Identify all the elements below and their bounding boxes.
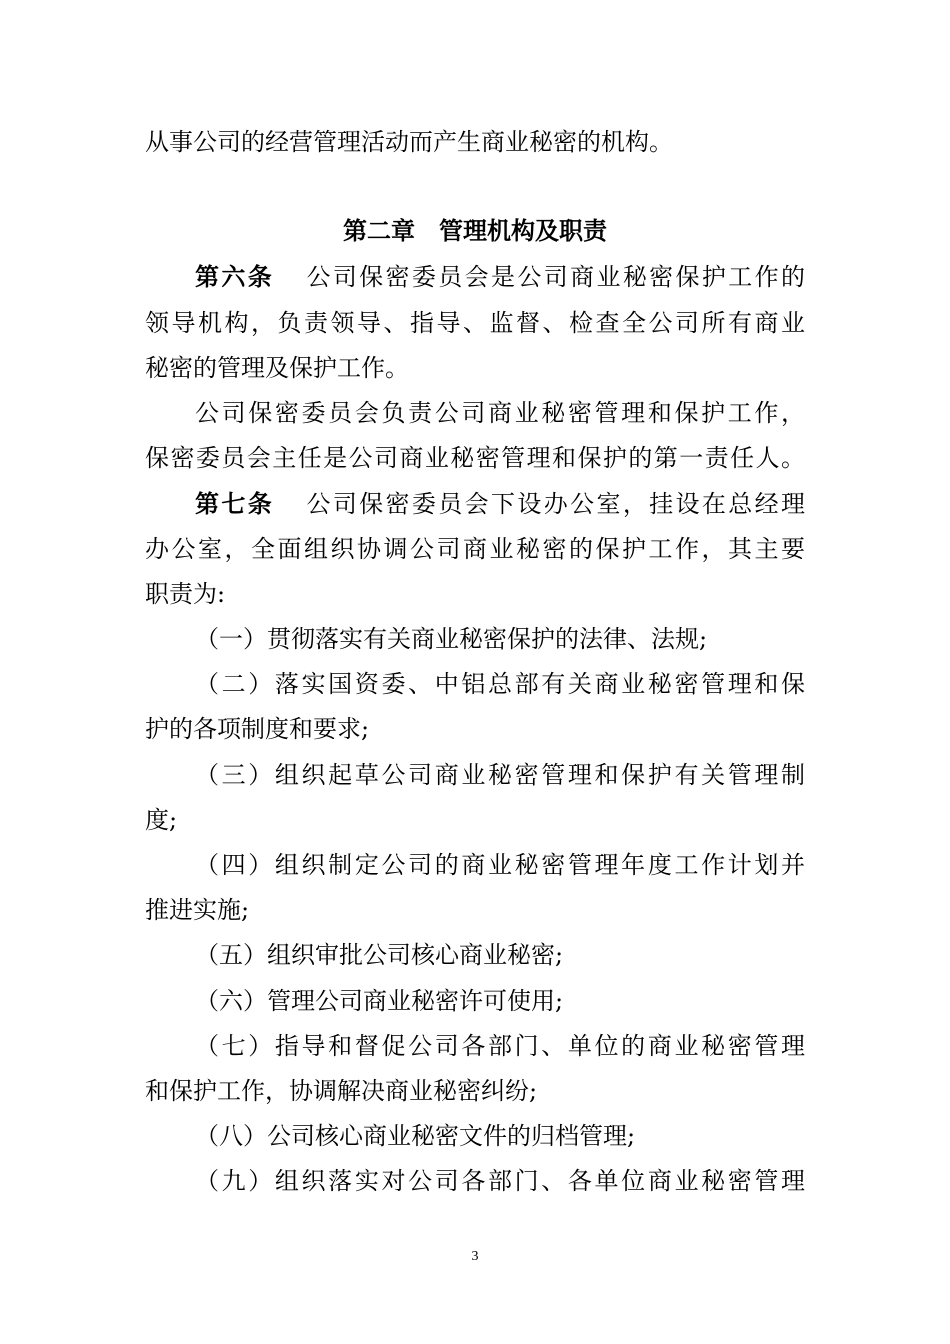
article-6-line-2: 领导机构，负责领导、指导、监督、检查全公司所有商业: [145, 309, 805, 337]
item-6: （六）管理公司商业秘密许可使用;: [195, 987, 564, 1015]
article-7-line-3: 职责为:: [145, 580, 226, 608]
chapter-number: 第二章: [343, 216, 415, 245]
item-8: （八）公司核心商业秘密文件的归档管理;: [195, 1122, 636, 1150]
item-3-line-1: （三）组织起草公司商业秘密管理和保护有关管理制: [195, 761, 805, 789]
article-6-line-3: 秘密的管理及保护工作。: [145, 354, 409, 382]
article-7-line-2: 办公室，全面组织协调公司商业秘密的保护工作，其主要: [145, 535, 805, 563]
item-3-line-2: 度;: [145, 806, 178, 834]
item-7-line-2: 和保护工作，协调解决商业秘密纠纷;: [145, 1077, 538, 1105]
item-2-line-1: （二）落实国资委、中铝总部有关商业秘密管理和保: [195, 670, 805, 698]
item-1: （一）贯彻落实有关商业秘密保护的法律、法规;: [195, 625, 708, 653]
article-6-para2-line-1: 公司保密委员会负责公司商业秘密管理和保护工作，: [195, 399, 805, 427]
article-7-text-1: 公司保密委员会下设办公室，挂设在总经理: [304, 490, 805, 518]
item-9-line-1: （九）组织落实对公司各部门、各单位商业秘密管理: [195, 1167, 805, 1195]
article-7-line-1: [195, 489, 805, 519]
article-7-label: 第七条: [195, 489, 275, 518]
item-2-line-2: 护的各项制度和要求;: [145, 715, 370, 743]
article-6-para2-line-2: 保密委员会主任是公司商业秘密管理和保护的第一责任人。: [145, 444, 805, 472]
chapter-title: 管理机构及职责: [439, 216, 607, 245]
item-5: （五）组织审批公司核心商业秘密;: [195, 941, 564, 969]
item-4-line-2: 推进实施;: [145, 896, 250, 924]
article-6-label: 第六条: [195, 262, 275, 291]
item-7-line-1: （七）指导和督促公司各部门、单位的商业秘密管理: [195, 1032, 805, 1060]
article-6-line-1: [195, 262, 805, 292]
carryover-line: 从事公司的经营管理活动而产生商业秘密的机构。: [145, 128, 673, 156]
article-6-text-1: 公司保密委员会是公司商业秘密保护工作的: [304, 263, 805, 291]
page-number: 3: [471, 1249, 479, 1264]
item-4-line-1: （四）组织制定公司的商业秘密管理年度工作计划并: [195, 851, 805, 879]
chapter-heading: [0, 215, 950, 247]
